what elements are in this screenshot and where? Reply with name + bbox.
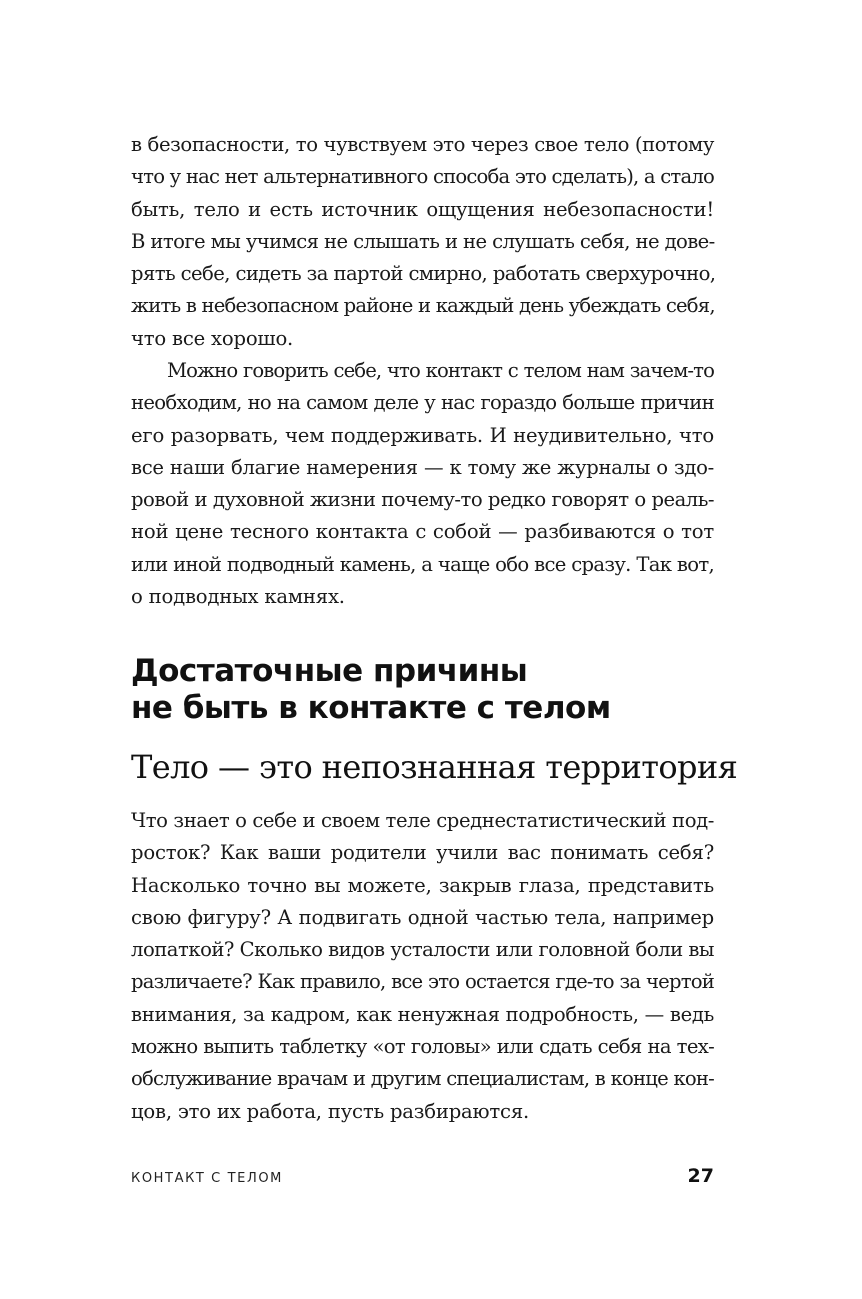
text-line: его разорвать, чем поддерживать. И неудивительно, что [131,423,714,447]
text-line: обслуживание врачам и другим специалистам, в конце кон- [131,1067,714,1091]
text-line: ной цене тесного контакта с собой — разбиваются о тот [131,520,714,544]
text-line: или иной подводный камень, а чаще обо все сразу. Так вот, [131,552,714,576]
text-line: Насколько точно вы можете, закрыв глаза, представить [131,873,714,897]
section-heading [131,653,714,727]
text-line: лопаткой? Сколько видов усталости или головной боли вы [131,938,714,962]
paragraph-1 [131,129,714,355]
text-line: все наши благие намерения — к тому же журналы о здо- [131,455,714,479]
text-line: Можно говорить себе, что контакт с телом нам зачем-то [167,359,714,382]
page-number: 27 [687,1165,714,1187]
text-line: различаете? Как правило, все это остается где-то за чертой [131,970,714,994]
section-heading-line-1: Достаточные причины [131,653,528,689]
text-line: рять себе, сидеть за партой смирно, работать сверхурочно, [131,262,716,286]
running-head: КОНТАКТ С ТЕЛОМ [131,1171,283,1186]
text-line: внимания, за кадром, как ненужная подробность, — ведь [131,1002,714,1026]
text-line: в безопасности, то чувствуем это через свое тело (потому [131,133,714,156]
text-line: свою фигуру? А подвигать одной частью тела, например [131,905,714,929]
text-line: росток? Как ваши родители учили вас понимать себя? [131,841,714,865]
text-line: что все хорошо. [131,326,294,350]
section-heading-line-2: не быть в контакте с телом [131,690,611,726]
text-line: можно выпить таблетку «от головы» или сдать себя на тех- [131,1035,714,1059]
text-line: ровой и духовной жизни почему-то редко говорят о реаль- [131,488,714,512]
subsection-heading: Тело — это непознанная территория [131,748,738,786]
text-line: Что знает о себе и своем теле среднестатистический под- [131,809,714,832]
paragraph-2 [131,355,714,613]
text-line: о подводных камнях. [131,585,345,609]
text-line: жить в небезопасном районе и каждый день убеждать себя, [131,294,715,318]
text-line: что у нас нет альтернативного способа это сделать), а стало [131,165,714,189]
text-line: В итоге мы учимся не слышать и не слушать себя, не дове- [131,229,715,253]
text-line: необходим, но на самом деле у нас гораздо больше причин [131,391,714,415]
paragraph-3 [131,805,714,1128]
text-line: цов, это их работа, пусть разбираются. [131,1099,530,1123]
page-footer [131,1165,714,1193]
text-line: быть, тело и есть источник ощущения небезопасности! [131,197,714,221]
